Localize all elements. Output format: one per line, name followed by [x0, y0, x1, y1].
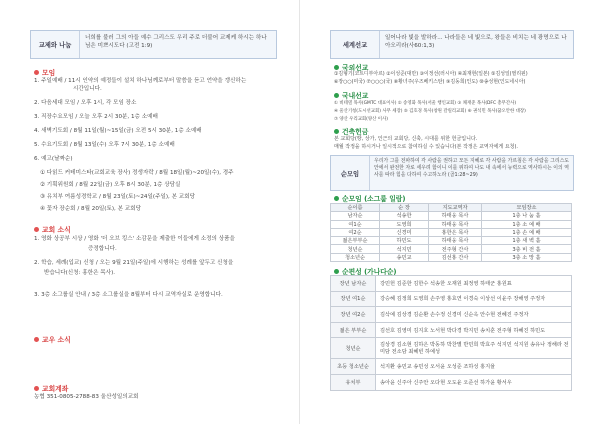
table-row — [331, 338, 572, 359]
group-name: 청년순 — [331, 338, 376, 359]
bullet-icon — [334, 129, 339, 134]
table-row — [331, 307, 572, 323]
domestic-missions-line: ① 비테델 목사(GMTC 대표이사) ② 송영화 목사(서울 행인교회) ③ 채재준 목사(DFC 총무간사) — [334, 101, 517, 106]
bullet-icon — [34, 386, 39, 391]
table-row — [331, 253, 572, 261]
section-church-news-title: 교회 소식 — [34, 224, 71, 234]
cell: 청소년순 — [331, 253, 380, 261]
table-row — [331, 212, 572, 220]
building-line: 매월 작정을 하시거나 일시적으로 참여하실 수 있습니다(본 작정은 교역자에게 요청). — [334, 144, 519, 150]
bullet-icon — [334, 93, 339, 98]
bullet-icon — [34, 337, 39, 342]
notice-item: ① 다읽드 커테미스타(교회교육 장사) 정생자락 / 8월 18일(월)~20일(수), 경주 — [40, 170, 234, 176]
group-members: 김선호 김영미 김지호 노서현 박다경 박지민 송치훈 전주형 하혜진 하민도 — [376, 322, 572, 338]
notice-item: ④ 꽃자 장순회 / 8월 20일(토), 본 교회당 — [40, 206, 142, 212]
group-members: 강민헌 김준한 김한수 석송한 오재원 최정영 하태군 홍원표 — [376, 276, 572, 292]
table-row — [331, 374, 572, 390]
group-name: 젊은 부부순 — [331, 322, 376, 338]
notice-item: 5. 수요기도회 / 8월 13일(수) 오후 7시 30분, 1층 소예배 — [34, 142, 175, 148]
group-name: 초등 청소년순 — [331, 359, 376, 375]
cell: 3층 소 망 홀 — [482, 253, 572, 261]
verse-label: 교제와 나눔 — [31, 31, 80, 58]
section-account-title: 교회계좌 — [34, 383, 68, 393]
cell: 석지민 — [380, 245, 429, 253]
notice-item: 6. 예고(날짜순) — [34, 156, 73, 162]
section-member-news-title: 교우 소식 — [34, 334, 71, 344]
cell: 1층 소 예 배 — [482, 220, 572, 228]
right-page — [300, 0, 600, 424]
verse-box — [30, 30, 277, 59]
roster-table — [330, 275, 572, 391]
section-roster-title: 순편성 (가나다순) — [334, 266, 397, 276]
table-row — [331, 228, 572, 236]
news-item: 증정합니다. — [88, 246, 117, 252]
cell: 홍한은 목사 — [429, 228, 482, 236]
small-group-verse-box — [330, 155, 574, 191]
small-group-verse-label: 순모임 — [331, 156, 370, 190]
cell: 도영희 — [380, 220, 429, 228]
small-group-verse-text: 우리가 그를 전파하여 각 사람을 권하고 모든 지혜로 각 사람을 가르침은 각 사람을 그리스도 안에서 완전한 자로 세우려 함이니 이를 위하여 나도 내 속에서 능력으로 역사하시는 이의 역사를 따라 힘을 다하여 수고하노라 (골1:28~29) — [374, 158, 570, 178]
domestic-missions-line: ⑦ 양산 우리교회(양산 이사) — [334, 117, 388, 122]
cell: 송민교 — [380, 253, 429, 261]
group-name: 장년 여1순 — [331, 291, 376, 307]
column-header: 순이름 — [331, 204, 380, 212]
foreign-missions-line: ①김형기(코트디부아르) ②이성준(대만) ③이정선(러시아) ④최재현(일본) ⑤김성일(필리핀) — [334, 71, 528, 77]
section-leaders-title: 순모임 (소그룹 일람) — [334, 193, 405, 203]
group-members: 석지환 송민교 송민성 오서윤 오성준 조하성 홍지율 — [376, 359, 572, 375]
mission-verse-label: 세계선교 — [331, 31, 380, 58]
news-item: 3. 3층 소그룹실 안내 / 3층 소그룹실을 8월부터 다시 교역자실로 운영합니다. — [34, 292, 223, 298]
bullet-icon — [334, 196, 339, 201]
cell: 하태웅 목사 — [429, 237, 482, 245]
cell: 전주형 간사 — [429, 245, 482, 253]
notice-item: 3. 직장수요모임 / 오늘 오후 2시 30분, 1층 소예배 — [34, 114, 158, 120]
cell: 하태웅 목사 — [429, 220, 482, 228]
cell: 하태웅 목사 — [429, 212, 482, 220]
bullet-icon — [334, 65, 339, 70]
group-name: 장년 남자순 — [331, 276, 376, 292]
news-item: 2. 학습, 세례(입교) 신청 / 오는 9월 21일(주일)에 시행하는 성례를 앞두고 신청을 — [34, 260, 234, 266]
cell: 1층 나 눔 홀 — [482, 212, 572, 220]
cell: 석송한 — [380, 212, 429, 220]
domestic-missions-line: ④ 울산기청(도시선교회) 사무 세장) ⑤ 김호경 목사(창원 갈릴리교회) ⑥ 권석민 목사(꿈오안한 대장) — [334, 109, 526, 114]
table-row — [331, 359, 572, 375]
cell: 신경미 — [380, 228, 429, 236]
column-header: 순 장 — [380, 204, 429, 212]
table-row — [331, 322, 572, 338]
cell: 1층 새 벽 홀 — [482, 237, 572, 245]
cell: 하민도 — [380, 237, 429, 245]
section-notices-title: 모임 — [34, 67, 55, 77]
table-row — [331, 245, 572, 253]
leaders-table — [330, 203, 572, 262]
foreign-missions-line: ⑥장○○(미국) ⑦○○○(국) ⑧황녀주(우즈베키스탄) ⑨김동희(인도) ⑩송성현(인도네시아) — [334, 79, 526, 85]
notice-item: 2. 다음세대 모임 / 오후 1시, 각 모임 장소 — [34, 100, 137, 106]
bullet-icon — [334, 269, 339, 274]
notice-item: 시간입니다. — [73, 86, 102, 92]
cell: 젊은부부순 — [331, 237, 380, 245]
table-row — [331, 237, 572, 245]
bullet-icon — [34, 227, 39, 232]
notice-item: ② 기획위원회 / 8월 22일(금) 오후 8시 30분, 1층 상담실 — [40, 182, 181, 188]
building-line: 본 교회당(땅, 상가, 인근의 교회당, 신축, 시대를 위한 헌금입니다. — [334, 136, 478, 142]
mission-verse-box — [330, 30, 574, 59]
mission-verse-text: 일어나라 빛을 발하라... 나라들은 네 빛으로, 왕들은 비치는 네 광명으로 나아오리라(사60:1,3) — [385, 35, 567, 49]
group-members: 김삭예 김상경 김순환 손수정 신경미 신순옥 안수현 전혜진 주정자 — [376, 307, 572, 323]
section-building-fund-title: 건축헌금 — [334, 126, 368, 136]
section-foreign-missions-title: 국외선교 — [334, 62, 368, 72]
column-header: 지도교역자 — [429, 204, 482, 212]
cell: 여1순 — [331, 220, 380, 228]
cell: 3층 비 전 홀 — [482, 245, 572, 253]
notice-item: 4. 새벽기도회 / 8월 11일(월)~15일(금) 오전 5시 30분, 1층 소예배 — [34, 128, 202, 134]
cell: 남자순 — [331, 212, 380, 220]
cell: 1층 손 예 배 — [482, 228, 572, 236]
cell: 청년순 — [331, 245, 380, 253]
cell: 여2순 — [331, 228, 380, 236]
verse-text: 너희를 불러 그의 아들 예수 그리스도 우리 주로 더불어 교제케 하시는 하나님은 미쁘시도다 (고전 1:9) — [85, 35, 267, 49]
table-row — [331, 220, 572, 228]
table-header-row — [331, 204, 572, 212]
section-domestic-missions-title: 국내선교 — [334, 90, 368, 100]
table-row — [331, 291, 572, 307]
cell: 김선홍 간사 — [429, 253, 482, 261]
column-header: 모임장소 — [482, 204, 572, 212]
group-members: 김상경 김소현 김하은 박동하 박찬별 반민희 박효주 석지민 석지원 송유나 정해라 전미담 전소담 최혜빈 하예성 — [376, 338, 572, 359]
group-name: 장년 여2순 — [331, 307, 376, 323]
group-name: 유치부 — [331, 374, 376, 390]
news-item: 받습니다(신청: 홍한은 목사). — [44, 270, 116, 276]
table-row — [331, 276, 572, 292]
account-number: 농협 351-0805-2788-83 울산성일의교회 — [34, 394, 139, 400]
notice-item: 1. 주일예배 / 11시 인약의 예정들이 설치 하나님께로부터 말씀을 듣고 언약을 갱신하는 — [34, 78, 247, 84]
bullet-icon — [34, 70, 39, 75]
notice-item: ③ 유치부 여름성경학교 / 8월 23일(토)~24일(주일), 본 교회당 — [40, 194, 196, 200]
group-members: 강승혜 김정희 도영희 손주영 홍효연 이경숙 이상선 이윤주 장해영 주정자 — [376, 291, 572, 307]
news-item: 1. 영화 상공부 시상 / 영화 '더 오브 킹스' 소감문을 제출한 이들에게 소정의 상품을 — [34, 236, 235, 242]
group-members: 송아윤 신주아 신주안 오다현 오도윤 오준선 하가윤 황서우 — [376, 374, 572, 390]
